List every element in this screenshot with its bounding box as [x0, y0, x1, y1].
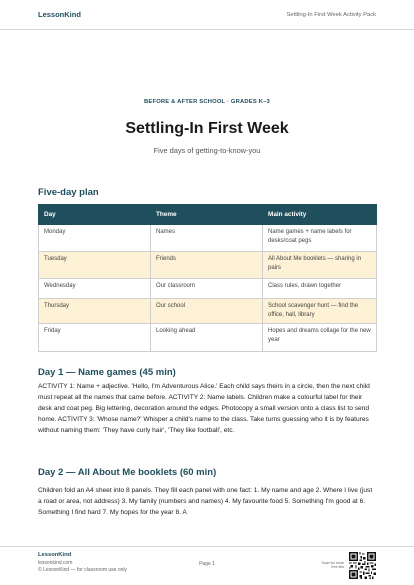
cell-theme: Our school: [151, 299, 263, 324]
table-header-row: [39, 205, 377, 225]
cell-day: Tuesday: [39, 252, 151, 279]
column-header-day: Day: [39, 205, 151, 225]
five-day-plan-table: [38, 204, 377, 352]
page-footer: [0, 546, 414, 585]
footer-brand: LessonKind: [38, 552, 72, 558]
cell-day: Monday: [39, 225, 151, 252]
table-row: [39, 299, 377, 324]
header-brand: LessonKind: [38, 10, 81, 19]
page-header: [0, 0, 414, 30]
cell-activity: Class rules, drawn together: [263, 279, 377, 299]
eyebrow-label: BEFORE & AFTER SCHOOL · GRADES K–3: [144, 99, 270, 105]
day1-body-text: ACTIVITY 1: Name + adjective. 'Hello, I'm Adventurous Alice.' Each child says theirs in a circle, then the next child must repeat all the names that came before. ACTIVITY 2: Name labels. Children make a colourful label for their desk and coat peg. Big lettering, decoration around the edges. Photocopy a small version onto a class list to send home. ACTIVITY 3: 'Whose name?' Whisper a child's name to the class. Take turns guessing who it is by features without naming them: 'They have curly hair', 'They like football', etc.: [38, 383, 370, 434]
day1-heading: Day 1 — Name games (45 min): [38, 367, 176, 378]
table-row: [39, 279, 377, 299]
table-row: [39, 225, 377, 252]
qr-code-icon: [349, 552, 376, 579]
column-header-theme: Theme: [151, 205, 263, 225]
footer-copyright: © LessonKind — for classroom use only: [38, 567, 128, 573]
footer-website-link[interactable]: lessonkind.com: [38, 560, 73, 566]
cell-day: Thursday: [39, 299, 151, 324]
cell-theme: Friends: [151, 252, 263, 279]
day2-heading: Day 2 — All About Me booklets (60 min): [38, 467, 217, 478]
column-header-main-activity: Main activity: [263, 205, 377, 225]
cell-activity: Hopes and dreams collage for the new year: [263, 324, 377, 352]
cell-theme: Looking ahead: [151, 324, 263, 352]
cell-day: Wednesday: [39, 279, 151, 299]
cell-activity: All About Me booklets — sharing in pairs: [263, 252, 377, 279]
page-subtitle: Five days of getting-to-know-you: [153, 146, 261, 155]
page-number: Page 1: [199, 561, 215, 567]
day2-body-text: Children fold an A4 sheet into 8 panels. They fill each panel with one fact: 1. My name and age 2. Where I live (just a road or area, not address) 3. My family (numbers and names) 4. My favourite food 5. Something I'm good at 6. Something I find hard 7. My hopes for the year 8. A: [38, 487, 373, 516]
table-row: [39, 324, 377, 352]
cell-activity: School scavenger hunt — find the office, hall, library: [263, 299, 377, 324]
page-title: Settling-In First Week: [125, 120, 289, 137]
plan-heading: Five-day plan: [38, 187, 99, 198]
cell-theme: Our classroom: [151, 279, 263, 299]
cell-day: Friday: [39, 324, 151, 352]
cell-theme: Names: [151, 225, 263, 252]
header-pack-title: Settling-In First Week Activity Pack: [286, 11, 376, 18]
cell-activity: Name games + name labels for desks/coat pegs: [263, 225, 377, 252]
table-row: [39, 252, 377, 279]
qr-caption: Scan for more free kits: [321, 561, 344, 570]
